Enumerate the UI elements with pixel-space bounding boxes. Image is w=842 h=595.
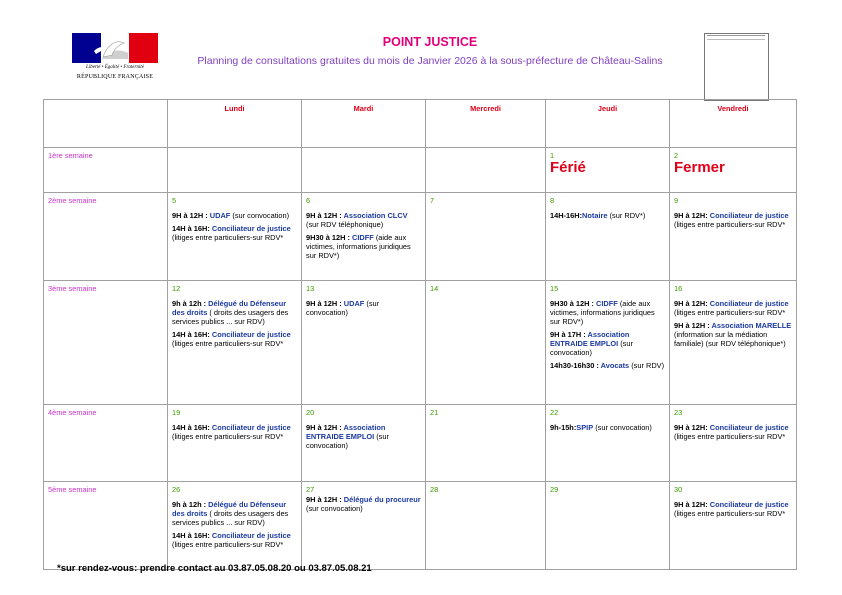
day-number: 2 [674,151,679,160]
stamp-line [707,35,765,40]
week-label-text: 2ème semaine [48,196,97,205]
appointment [172,211,297,220]
week-label-text: 1ère semaine [48,151,93,160]
week-label [44,482,168,570]
appointment-time: 9H à 12H: [674,299,710,308]
appointment [674,211,792,229]
appointment [172,330,297,348]
day-header: Jeudi [546,100,670,148]
day-number: 27 [306,485,315,494]
motto: Liberté • Égalité • Fraternité [86,65,144,70]
appointment-time: 9H à 12H : [306,495,344,504]
table-row [44,482,797,570]
day-header: Mardi [302,100,426,148]
appointment-time: 14H à 16H: [172,224,212,233]
page-title: POINT JUSTICE [382,35,478,49]
week-label-text: 3ème semaine [48,284,97,293]
day-number: 29 [550,485,559,494]
page-subtitle: Planning de consultations gratuites du mois de Janvier 2026 à la sous-préfecture de Château-Salins [197,55,663,67]
day-cell [168,193,302,281]
day-number: 12 [172,284,181,293]
day-number: 23 [674,408,683,417]
appointment-org: Délégué du Défenseur des droits [172,299,287,317]
appointment-org: Conciliateur de justice [211,423,291,432]
appointment [306,495,421,513]
day-header: Vendredi [670,100,797,148]
day-number: 13 [306,284,315,293]
appointment [172,224,297,242]
appointment-time: 9h à 12h : [172,500,209,509]
appointment-note: (litiges entre particuliers-sur RDV* [674,432,786,441]
schedule-table [43,99,797,570]
appointment-note: (sur RDV téléphonique) [306,220,384,229]
day-cell [426,193,546,281]
appointment [550,330,665,357]
appointment-org: Association ENTRAIDE EMPLOI [550,330,630,348]
appointment-org: Conciliateur de justice [211,224,291,233]
appointment-time: 14h30-16h30 : [550,361,601,370]
appointment-org: Conciliateur de justice [709,299,789,308]
appointment-org: Avocats [600,361,630,370]
day-cell [302,193,426,281]
appointment [550,211,665,220]
republic-label: RÉPUBLIQUE FRANÇAISE [76,74,154,80]
appointment-time: 9H à 12H : [306,423,344,432]
appointment [306,211,421,229]
footer-note: *sur rendez-vous: prendre contact au 03.87.05.08.20 ou 03.87.05.08.21 [57,563,372,574]
appointment-note: (sur convocation) [306,299,380,317]
appointment-time: 9h à 12h : [172,299,209,308]
appointment [674,500,792,518]
appointment-time: 9H à 12H : [674,321,712,330]
appointment [172,299,297,326]
appointment-time: 14H-16H: [550,211,583,220]
appointment [550,423,665,432]
day-number: 1 [550,151,555,160]
appointment-note: (information sur la médiation familiale) (sur RDV téléphonique*) [674,330,786,348]
day-cell [546,405,670,482]
day-cell [426,148,546,193]
marianne-logo [71,33,159,83]
day-cell [546,148,670,193]
day-number: 14 [430,284,439,293]
appointment-org: Délégué du Défenseur des droits [172,500,287,518]
appointment-note: ( droits des usagers des services publics ... sur RDV) [172,509,289,527]
appointment-time: 9H à 12H : [306,299,344,308]
appointment-note: (sur convocation) [593,423,652,432]
day-number: 28 [430,485,439,494]
appointment-note: (litiges entre particuliers-sur RDV* [172,432,284,441]
day-number: 5 [172,196,177,205]
table-header-row [44,100,797,148]
day-number: 15 [550,284,559,293]
day-cell [302,148,426,193]
appointment-note: (sur RDV) [629,361,665,370]
appointment-time: 14H à 16H: [172,531,212,540]
appointment [172,423,297,441]
day-cell [302,482,426,570]
appointment-org: Association ENTRAIDE EMPLOI [306,423,386,441]
week-label [44,148,168,193]
day-number: 16 [674,284,683,293]
day-cell [546,281,670,405]
appointment-org: CIDFF [352,233,374,242]
appointment-org: Conciliateur de justice [709,211,789,220]
appointment-note: (aide aux victimes, informations juridiques sur RDV*) [550,299,655,326]
appointment-time: 9H à 12H : [172,211,210,220]
day-number: 9 [674,196,679,205]
week-label-text: 5ème semaine [48,485,97,494]
day-number: 21 [430,408,439,417]
appointment-org: UDAF [343,299,365,308]
appointment [674,423,792,441]
table-row [44,148,797,193]
appointment-org: Conciliateur de justice [709,423,789,432]
corner-cell [44,100,168,148]
appointment-note: (aide aux victimes, informations juridiques sur RDV*) [306,233,411,260]
stamp-box [704,33,769,101]
table-row [44,405,797,482]
table-row [44,193,797,281]
day-number: 6 [306,196,311,205]
appointment [306,233,421,260]
appointment-org: SPIP [576,423,594,432]
day-cell [670,482,797,570]
appointment-org: Notaire [582,211,608,220]
day-number: 26 [172,485,181,494]
day-cell [302,405,426,482]
appointment-org: Délégué du procureur [343,495,421,504]
day-cell [670,405,797,482]
day-cell [168,405,302,482]
appointment [306,423,421,450]
week-label [44,405,168,482]
day-cell [168,281,302,405]
day-cell [168,482,302,570]
appointment-time: 9H à 12H: [674,500,710,509]
day-number: 20 [306,408,315,417]
appointment-org: Conciliateur de justice [211,531,291,540]
appointment-note: ( droits des usagers des services publics ... sur RDV) [172,308,289,326]
marianne-flag-icon [72,33,158,63]
appointment [172,531,297,549]
appointment [172,500,297,527]
appointment-note: (sur RDV*) [607,211,646,220]
appointment [550,299,665,326]
closed-label: Fermer [674,159,725,176]
table-row [44,281,797,405]
day-number: 30 [674,485,683,494]
appointment-note: (litiges entre particuliers-sur RDV* [674,509,786,518]
day-number: 22 [550,408,559,417]
appointment-note: (sur convocation) [306,504,363,513]
appointment-time: 14H à 16H: [172,423,212,432]
appointment-note: (sur convocation) [230,211,290,220]
day-number: 8 [550,196,555,205]
appointment-note: (sur convocation) [306,432,389,450]
day-cell [546,482,670,570]
appointment [306,299,421,317]
appointment-time: 9H à 12H: [674,211,710,220]
appointment-org: Conciliateur de justice [211,330,291,339]
day-cell [426,281,546,405]
day-number: 7 [430,196,435,205]
day-cell [426,405,546,482]
appointment-time: 9H à 12H : [306,211,344,220]
day-cell [670,148,797,193]
appointment [674,299,792,317]
appointment-time: 9h-15h: [550,423,577,432]
week-label [44,193,168,281]
appointment-time: 9H30 à 12H : [550,299,597,308]
appointment-org: Association MARELLE [711,321,792,330]
appointment [550,361,665,370]
day-header: Mercredi [426,100,546,148]
day-header: Lundi [168,100,302,148]
appointment-org: Association CLCV [343,211,408,220]
appointment-time: 9H à 12H: [674,423,710,432]
appointment-org: UDAF [209,211,231,220]
day-cell [168,148,302,193]
appointment-org: CIDFF [596,299,618,308]
day-cell [426,482,546,570]
appointment-note: (litiges entre particuliers-sur RDV* [172,339,284,348]
appointment [674,321,792,348]
day-cell [302,281,426,405]
day-cell [670,193,797,281]
appointment-note: (litiges entre particuliers-sur RDV* [674,308,786,317]
appointment-note: (litiges entre particuliers-sur RDV* [172,540,284,549]
appointment-time: 9H à 17H : [550,330,588,339]
holiday-label: Férié [550,159,586,176]
appointment-note: (litiges entre particuliers-sur RDV* [172,233,284,242]
week-label [44,281,168,405]
week-label-text: 4ème semaine [48,408,97,417]
appointment-time: 9H30 à 12H : [306,233,353,242]
appointment-note: (litiges entre particuliers-sur RDV* [674,220,786,229]
appointment-note: (sur convocation) [550,339,633,357]
day-number: 19 [172,408,181,417]
appointment-org: Conciliateur de justice [709,500,789,509]
appointment-time: 14H à 16H: [172,330,212,339]
day-cell [670,281,797,405]
day-cell [546,193,670,281]
